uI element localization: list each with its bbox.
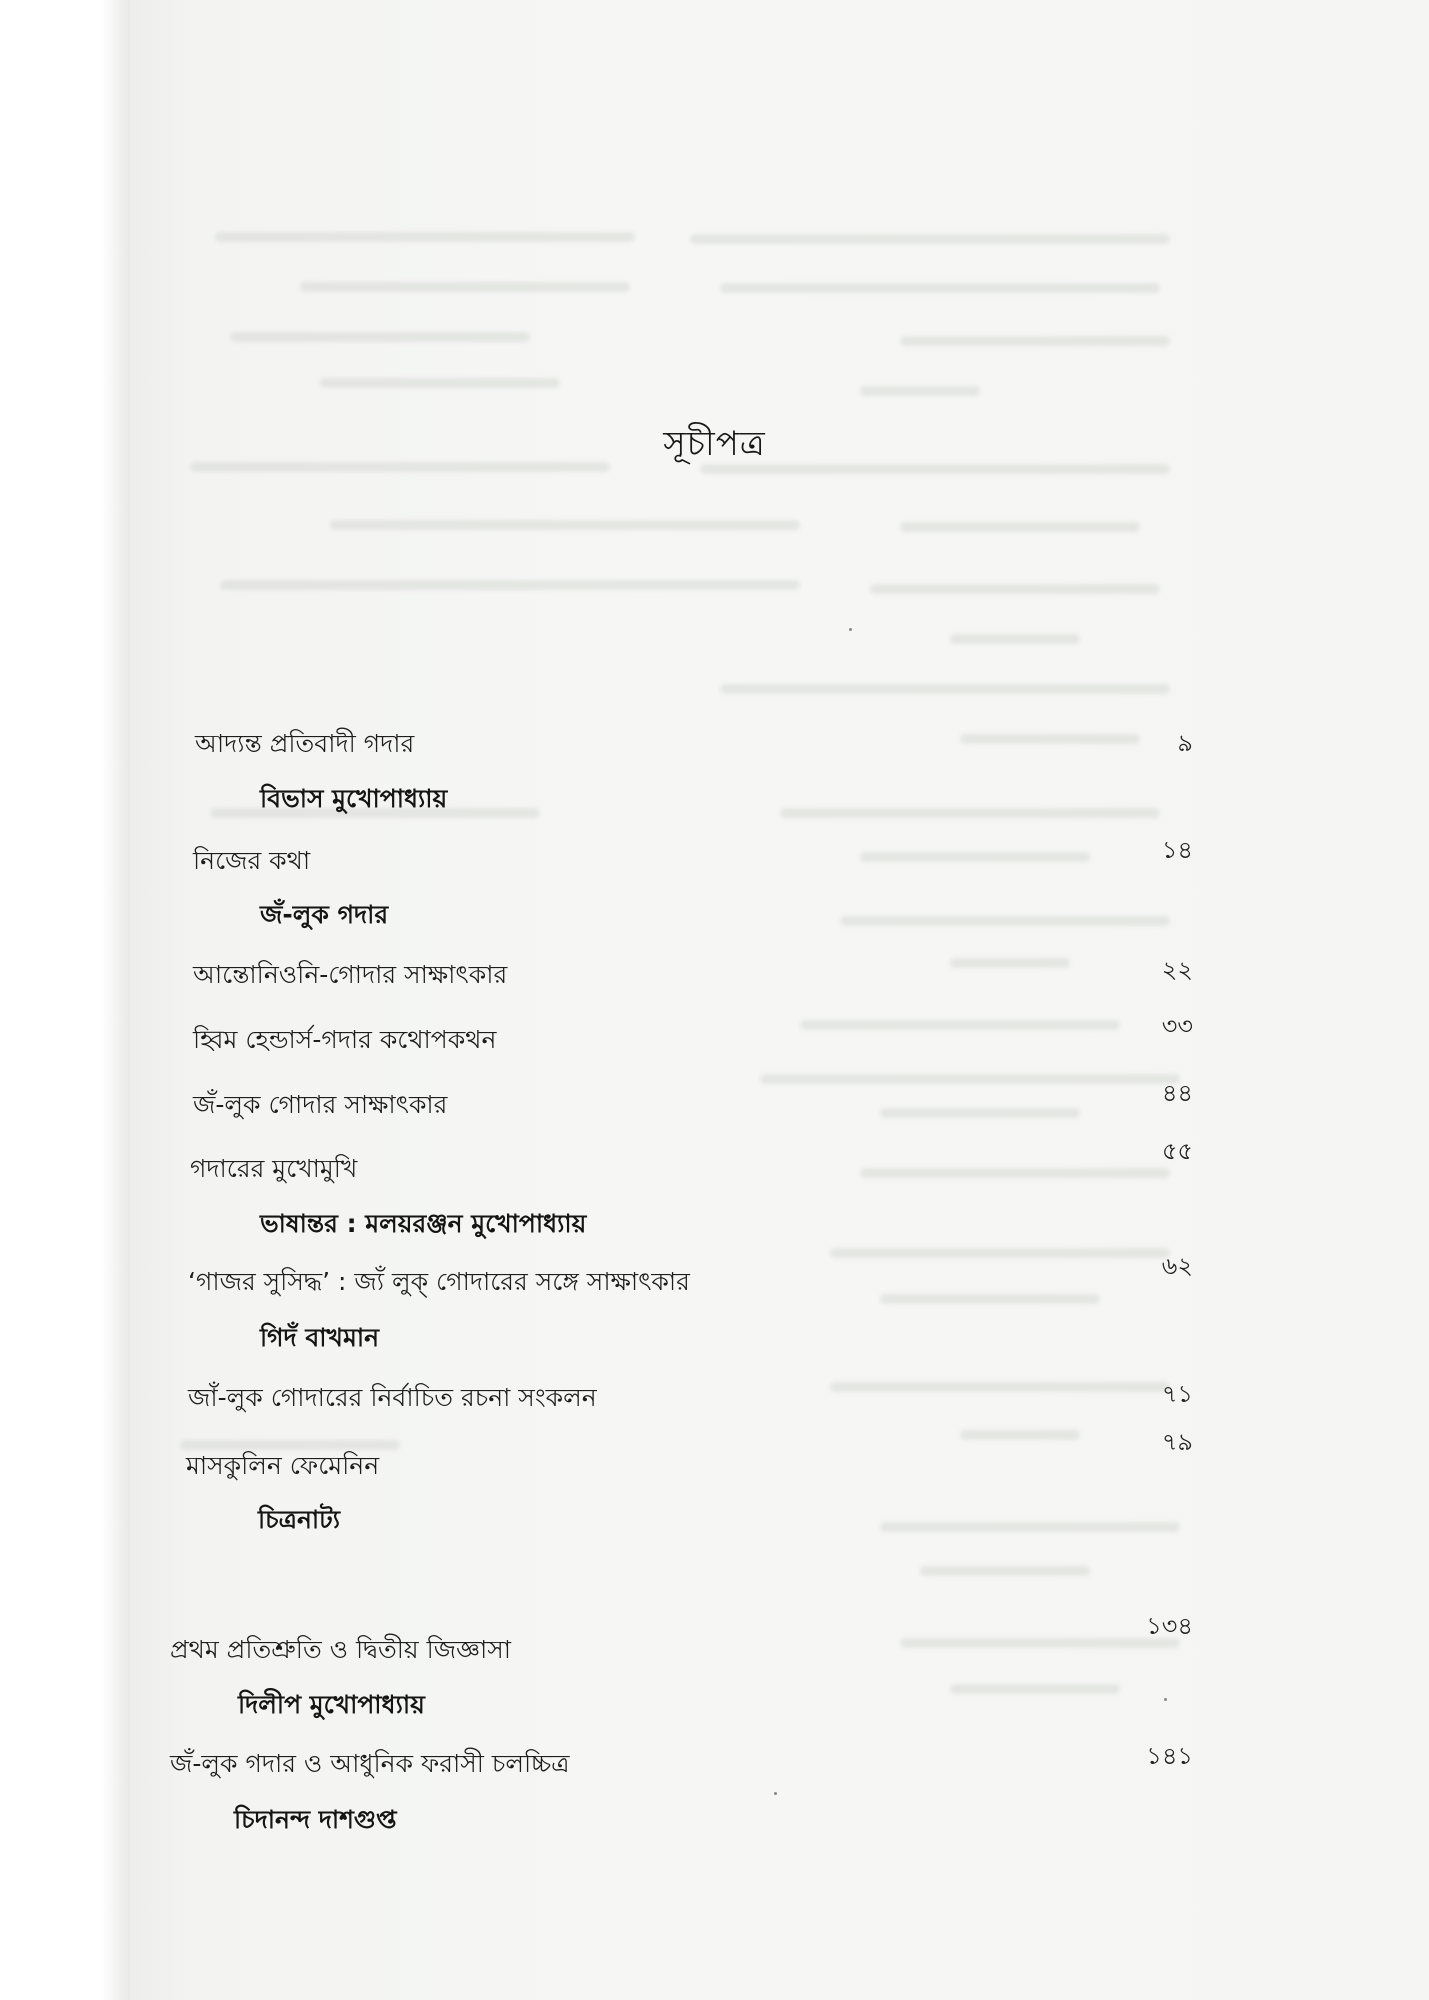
toc-page-number: ৫৫ xyxy=(1161,1137,1193,1165)
page-margin xyxy=(0,0,130,2000)
toc-entry-title: প্রথম প্রতিশ্রুতি ও দ্বিতীয় জিজ্ঞাসা xyxy=(170,1635,512,1664)
toc-page-number: ২২ xyxy=(1161,956,1193,984)
ink-speck xyxy=(774,1792,777,1795)
toc-entry-author: চিদানন্দ দাশগুপ্ত xyxy=(234,1805,397,1834)
toc-page-number: ৪৪ xyxy=(1161,1079,1193,1107)
toc-entry-author: ভাষান্তর : মলয়রঞ্জন মুখোপাধ্যায় xyxy=(260,1209,587,1238)
toc-page-number: ১৪ xyxy=(1161,836,1193,864)
toc-entry-author: বিভাস মুখোপাধ্যায় xyxy=(260,784,448,813)
toc-entry-title: নিজের কথা xyxy=(193,846,311,875)
toc-entry-title: হ্বিম হেন্ডার্স-গদার কথোপকথন xyxy=(193,1025,497,1054)
toc-entry-author: গিদঁ বাখমান xyxy=(260,1323,380,1352)
toc-entry-title: জঁ-লুক গোদার সাক্ষাৎকার xyxy=(193,1090,448,1119)
toc-entry-title: আদ্যন্ত প্রতিবাদী গদার xyxy=(195,729,415,758)
toc-entry-author: জঁ-লুক গদার xyxy=(260,900,389,929)
toc-page-number: ১৩৪ xyxy=(1146,1612,1193,1640)
toc-entry-title: গদারের মুখোমুখি xyxy=(190,1154,358,1183)
toc-entry-title: মাসকুলিন ফেমেনিন xyxy=(186,1451,380,1480)
toc-entry-title: জাঁ-লুক গোদারের নির্বাচিত রচনা সংকলন xyxy=(188,1383,597,1412)
toc-entry-title: ‘গাজর সুসিদ্ধ’ : জ্যঁ লুক্ গোদারের সঙ্গে সাক্ষাৎকার xyxy=(188,1267,690,1296)
toc-entry-title: আন্তোনিওনি-গোদার সাক্ষাৎকার xyxy=(193,960,508,989)
toc-page-number: ৩৩ xyxy=(1161,1012,1193,1040)
ink-speck xyxy=(1164,1698,1167,1701)
page-title: সূচীপত্র xyxy=(663,424,766,464)
toc-entry-author: দিলীপ মুখোপাধ্যায় xyxy=(238,1690,425,1719)
toc-page-number: ৬২ xyxy=(1161,1252,1193,1280)
toc-page-number: ৭৯ xyxy=(1161,1428,1193,1456)
toc-entry-author: চিত্রনাট্য xyxy=(258,1505,341,1534)
toc-entry-title: জঁ-লুক গদার ও আধুনিক ফরাসী চলচ্চিত্র xyxy=(170,1749,570,1778)
toc-page-number: ১৪১ xyxy=(1146,1742,1193,1770)
ink-speck xyxy=(849,628,852,631)
toc-page-number: ৭১ xyxy=(1161,1380,1193,1408)
toc-page-number: ৯ xyxy=(1177,729,1193,757)
